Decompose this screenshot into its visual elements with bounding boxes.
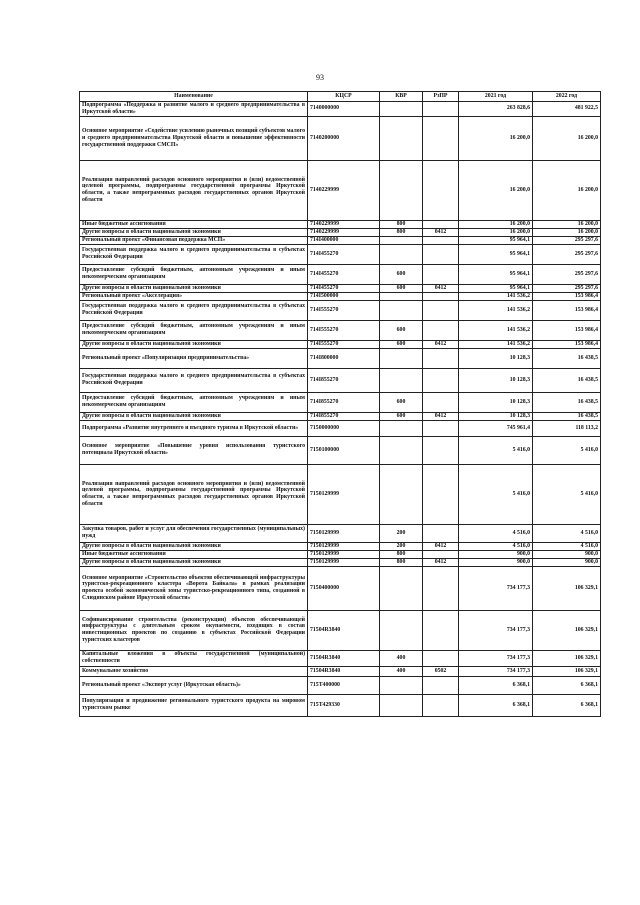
table-row xyxy=(80,320,601,340)
table-row xyxy=(80,284,601,292)
row-2022-cell: 295 297,6 xyxy=(533,284,601,292)
row-rzpr-cell xyxy=(423,610,459,650)
table-row xyxy=(80,542,601,550)
table-row xyxy=(80,558,601,566)
row-2022-cell: 481 922,5 xyxy=(533,102,601,117)
row-2021-cell: 4 516,0 xyxy=(459,524,533,542)
row-name-cell: Другие вопросы в области национальной экономики xyxy=(80,558,308,566)
table-row xyxy=(80,436,601,464)
row-kvr-cell xyxy=(380,676,423,694)
row-kvr-cell xyxy=(380,292,423,300)
row-kcsr-cell: 7140229999 xyxy=(308,160,380,220)
row-2022-cell: 153 986,4 xyxy=(533,340,601,348)
table-row xyxy=(80,420,601,436)
row-kcsr-cell: 714I455270 xyxy=(308,284,380,292)
row-name-cell: Другие вопросы в области национальной экономики xyxy=(80,412,308,420)
row-2022-cell: 295 297,6 xyxy=(533,236,601,244)
row-name-cell: Предоставление субсидий бюджетным, автономным учреждениям и иным некоммерческим организациям xyxy=(80,320,308,340)
row-kcsr-cell: 714I855270 xyxy=(308,392,380,412)
row-2022-cell: 153 986,4 xyxy=(533,292,601,300)
row-2021-cell: 734 177,3 xyxy=(459,566,533,610)
row-2022-cell: 16 200,0 xyxy=(533,160,601,220)
table-row xyxy=(80,220,601,228)
row-2021-cell: 16 200,0 xyxy=(459,228,533,236)
row-2021-cell: 95 964,1 xyxy=(459,244,533,264)
table-row xyxy=(80,264,601,284)
table-row xyxy=(80,340,601,348)
row-2021-cell: 95 964,1 xyxy=(459,236,533,244)
row-name-cell: Региональный проект «Экспорт услуг (Иркутская область)» xyxy=(80,676,308,694)
row-rzpr-cell xyxy=(423,676,459,694)
row-kvr-cell xyxy=(380,160,423,220)
table-row xyxy=(80,228,601,236)
row-kvr-cell xyxy=(380,610,423,650)
row-kcsr-cell: 714I455270 xyxy=(308,264,380,284)
row-2021-cell: 734 177,3 xyxy=(459,650,533,666)
row-2021-cell: 4 516,0 xyxy=(459,542,533,550)
row-kcsr-cell: 714I555270 xyxy=(308,300,380,320)
table-row xyxy=(80,300,601,320)
row-2022-cell: 106 329,1 xyxy=(533,650,601,666)
row-rzpr-cell xyxy=(423,220,459,228)
row-kcsr-cell: 715T400000 xyxy=(308,676,380,694)
row-name-cell: Коммунальное хозяйство xyxy=(80,666,308,676)
row-rzpr-cell: 0412 xyxy=(423,284,459,292)
row-2021-cell: 16 200,0 xyxy=(459,116,533,160)
row-name-cell: Реализация направлений расходов основного мероприятия и (или) ведомственной целевой программы, подпрограммы государственной программы Иркутской области, а также непрограммных расходов государственных органов Иркутской области xyxy=(80,464,308,524)
row-rzpr-cell xyxy=(423,392,459,412)
budget-table-body xyxy=(80,102,601,717)
row-2022-cell: 118 113,2 xyxy=(533,420,601,436)
row-rzpr-cell xyxy=(423,650,459,666)
row-2021-cell: 95 964,1 xyxy=(459,264,533,284)
row-name-cell: Закупка товаров, работ и услуг для обеспечения государственных (муниципальных) нужд xyxy=(80,524,308,542)
row-kcsr-cell: 7150129999 xyxy=(308,558,380,566)
row-2021-cell: 745 961,4 xyxy=(459,420,533,436)
row-kvr-cell: 600 xyxy=(380,412,423,420)
row-2021-cell: 6 368,1 xyxy=(459,694,533,716)
row-2021-cell: 263 828,6 xyxy=(459,102,533,117)
row-rzpr-cell xyxy=(423,160,459,220)
row-rzpr-cell xyxy=(423,102,459,117)
row-rzpr-cell xyxy=(423,566,459,610)
header-kcsr: КЦСР xyxy=(308,92,380,102)
row-kcsr-cell: 714I555270 xyxy=(308,340,380,348)
row-kcsr-cell: 714I855270 xyxy=(308,368,380,392)
table-row xyxy=(80,524,601,542)
row-name-cell: Предоставление субсидий бюджетным, автономным учреждениям и иным некоммерческим организациям xyxy=(80,392,308,412)
row-kvr-cell xyxy=(380,566,423,610)
row-2022-cell: 16 438,5 xyxy=(533,412,601,420)
row-rzpr-cell xyxy=(423,320,459,340)
row-kcsr-cell: 7150129999 xyxy=(308,550,380,558)
row-2021-cell: 900,0 xyxy=(459,558,533,566)
row-2022-cell: 106 329,1 xyxy=(533,610,601,650)
row-name-cell: Государственная поддержка малого и среднего предпринимательства в субъектах Российской Федерации xyxy=(80,300,308,320)
table-row xyxy=(80,116,601,160)
row-kcsr-cell: 71504R3840 xyxy=(308,610,380,650)
row-2022-cell: 16 438,5 xyxy=(533,368,601,392)
row-name-cell: Подпрограмма «Поддержка и развитие малого и среднего предпринимательства в Иркутской области» xyxy=(80,102,308,117)
row-2022-cell: 295 297,6 xyxy=(533,244,601,264)
row-kvr-cell: 600 xyxy=(380,320,423,340)
row-kvr-cell: 400 xyxy=(380,666,423,676)
table-row xyxy=(80,666,601,676)
row-name-cell: Подпрограмма «Развитие внутреннего и въездного туризма в Иркутской области» xyxy=(80,420,308,436)
row-2022-cell: 16 200,0 xyxy=(533,116,601,160)
row-name-cell: Государственная поддержка малого и среднего предпринимательства в субъектах Российской Федерации xyxy=(80,244,308,264)
table-row xyxy=(80,160,601,220)
row-2021-cell: 16 200,0 xyxy=(459,220,533,228)
row-kvr-cell: 200 xyxy=(380,542,423,550)
row-kcsr-cell: 7150129999 xyxy=(308,524,380,542)
row-name-cell: Иные бюджетные ассигнования xyxy=(80,220,308,228)
row-kvr-cell xyxy=(380,244,423,264)
row-kvr-cell: 800 xyxy=(380,220,423,228)
row-kcsr-cell: 714I855270 xyxy=(308,412,380,420)
header-2021: 2021 год xyxy=(459,92,533,102)
row-kcsr-cell: 7140000000 xyxy=(308,102,380,117)
row-2021-cell: 734 177,3 xyxy=(459,610,533,650)
table-row xyxy=(80,102,601,117)
row-2021-cell: 141 536,2 xyxy=(459,300,533,320)
row-kvr-cell: 800 xyxy=(380,228,423,236)
row-2021-cell: 16 200,0 xyxy=(459,160,533,220)
row-2022-cell: 153 986,4 xyxy=(533,300,601,320)
row-rzpr-cell: 0412 xyxy=(423,228,459,236)
table-row xyxy=(80,412,601,420)
row-2021-cell: 5 416,0 xyxy=(459,464,533,524)
row-rzpr-cell xyxy=(423,524,459,542)
row-rzpr-cell xyxy=(423,694,459,716)
row-name-cell: Основное мероприятие «Содействие усилению рыночных позиций субъектов малого и среднего предпринимательства Иркутской области и повышение эффективности государственной поддержки СМСП» xyxy=(80,116,308,160)
row-2022-cell: 5 416,0 xyxy=(533,464,601,524)
row-kcsr-cell: 71504R3840 xyxy=(308,650,380,666)
row-kcsr-cell: 7150129999 xyxy=(308,464,380,524)
row-name-cell: Региональный проект «Финансовая поддержка МСП» xyxy=(80,236,308,244)
row-2021-cell: 10 128,3 xyxy=(459,412,533,420)
row-name-cell: Реализация направлений расходов основного мероприятия и (или) ведомственной целевой программы, подпрограммы государственной программы Иркутской области, а также непрограммных расходов государственных органов Иркутской области xyxy=(80,160,308,220)
row-2021-cell: 10 128,3 xyxy=(459,392,533,412)
row-kvr-cell: 600 xyxy=(380,340,423,348)
row-2022-cell: 4 516,0 xyxy=(533,524,601,542)
table-row xyxy=(80,348,601,368)
row-2022-cell: 16 200,0 xyxy=(533,220,601,228)
row-kvr-cell: 800 xyxy=(380,558,423,566)
row-kvr-cell: 600 xyxy=(380,264,423,284)
row-rzpr-cell: 0412 xyxy=(423,412,459,420)
row-2022-cell: 106 329,1 xyxy=(533,566,601,610)
row-kvr-cell xyxy=(380,116,423,160)
row-rzpr-cell xyxy=(423,368,459,392)
row-2021-cell: 5 416,0 xyxy=(459,436,533,464)
row-kcsr-cell: 7140200000 xyxy=(308,116,380,160)
row-kcsr-cell: 714I500000 xyxy=(308,292,380,300)
row-rzpr-cell xyxy=(423,550,459,558)
row-kvr-cell xyxy=(380,368,423,392)
row-rzpr-cell xyxy=(423,236,459,244)
table-row xyxy=(80,610,601,650)
table-row xyxy=(80,676,601,694)
row-kcsr-cell: 71504R3840 xyxy=(308,666,380,676)
row-kcsr-cell: 7150000000 xyxy=(308,420,380,436)
table-row xyxy=(80,566,601,610)
row-2022-cell: 4 516,0 xyxy=(533,542,601,550)
row-name-cell: Основное мероприятие «Повышение уровня использования туристского потенциала Иркутской области» xyxy=(80,436,308,464)
header-2022: 2022 год xyxy=(533,92,601,102)
row-2022-cell: 106 329,1 xyxy=(533,666,601,676)
row-rzpr-cell xyxy=(423,464,459,524)
row-kvr-cell: 800 xyxy=(380,550,423,558)
table-row xyxy=(80,368,601,392)
row-2021-cell: 141 536,2 xyxy=(459,320,533,340)
row-rzpr-cell xyxy=(423,292,459,300)
row-rzpr-cell xyxy=(423,116,459,160)
header-kvr: КВР xyxy=(380,92,423,102)
row-2021-cell: 141 536,2 xyxy=(459,292,533,300)
row-kvr-cell xyxy=(380,464,423,524)
row-rzpr-cell xyxy=(423,264,459,284)
row-rzpr-cell xyxy=(423,300,459,320)
row-kvr-cell: 600 xyxy=(380,284,423,292)
row-name-cell: Капитальные вложения в объекты государственной (муниципальной) собственности xyxy=(80,650,308,666)
row-kcsr-cell: 7150400000 xyxy=(308,566,380,610)
row-kcsr-cell: 7140229999 xyxy=(308,228,380,236)
row-name-cell: Популяризация и продвижение регионального туристского продукта на мировом туристском рынке xyxy=(80,694,308,716)
row-2022-cell: 16 438,5 xyxy=(533,392,601,412)
row-rzpr-cell xyxy=(423,420,459,436)
row-2022-cell: 16 200,0 xyxy=(533,228,601,236)
row-2022-cell: 6 368,1 xyxy=(533,694,601,716)
row-kvr-cell: 600 xyxy=(380,392,423,412)
row-name-cell: Софинансирование строительства (реконструкции) объектов обеспечивающей инфраструктуры с длительным сроком окупаемости, входящих в состав инвестиционных проектов по созданию в субъектах Российской Федерации туристских кластеров xyxy=(80,610,308,650)
row-2021-cell: 900,0 xyxy=(459,550,533,558)
row-kcsr-cell: 7150100000 xyxy=(308,436,380,464)
row-kvr-cell xyxy=(380,236,423,244)
row-2022-cell: 16 438,5 xyxy=(533,348,601,368)
row-2021-cell: 95 964,1 xyxy=(459,284,533,292)
row-rzpr-cell: 0412 xyxy=(423,340,459,348)
table-row xyxy=(80,464,601,524)
row-2022-cell: 5 416,0 xyxy=(533,436,601,464)
row-2021-cell: 141 536,2 xyxy=(459,340,533,348)
row-rzpr-cell: 0502 xyxy=(423,666,459,676)
table-row xyxy=(80,244,601,264)
row-kvr-cell: 400 xyxy=(380,650,423,666)
header-rzpr: РзПР xyxy=(423,92,459,102)
row-kcsr-cell: 714I400000 xyxy=(308,236,380,244)
row-name-cell: Другие вопросы в области национальной экономики xyxy=(80,228,308,236)
row-kvr-cell xyxy=(380,436,423,464)
row-kcsr-cell: 714I800000 xyxy=(308,348,380,368)
row-kvr-cell xyxy=(380,300,423,320)
row-kcsr-cell: 714I455270 xyxy=(308,244,380,264)
page-number: 93 xyxy=(316,73,324,82)
row-kcsr-cell: 714I555270 xyxy=(308,320,380,340)
row-name-cell: Основное мероприятие «Строительство объектов обеспечивающей инфраструктуры туристско-рекреационного кластера «Ворота Байкала» в рамках реализации проекта особой экономической зоны туристско-рекреационного типа, созданной в Слюдянском районе Иркутской области» xyxy=(80,566,308,610)
row-rzpr-cell xyxy=(423,348,459,368)
row-rzpr-cell: 0412 xyxy=(423,558,459,566)
table-row xyxy=(80,236,601,244)
row-name-cell: Другие вопросы в области национальной экономики xyxy=(80,542,308,550)
table-row xyxy=(80,550,601,558)
row-rzpr-cell: 0412 xyxy=(423,542,459,550)
row-kcsr-cell: 715T429330 xyxy=(308,694,380,716)
row-kcsr-cell: 7150129999 xyxy=(308,542,380,550)
row-kvr-cell xyxy=(380,694,423,716)
table-row xyxy=(80,694,601,716)
row-2022-cell: 900,0 xyxy=(533,558,601,566)
row-kvr-cell xyxy=(380,102,423,117)
row-2022-cell: 153 986,4 xyxy=(533,320,601,340)
row-name-cell: Региональный проект «Популяризация предпринимательства» xyxy=(80,348,308,368)
row-2021-cell: 734 177,3 xyxy=(459,666,533,676)
row-rzpr-cell xyxy=(423,244,459,264)
table-row xyxy=(80,392,601,412)
row-name-cell: Предоставление субсидий бюджетным, автономным учреждениям и иным некоммерческим организациям xyxy=(80,264,308,284)
row-2022-cell: 6 368,1 xyxy=(533,676,601,694)
row-kvr-cell: 200 xyxy=(380,524,423,542)
row-rzpr-cell xyxy=(423,436,459,464)
row-name-cell: Другие вопросы в области национальной экономики xyxy=(80,284,308,292)
row-name-cell: Другие вопросы в области национальной экономики xyxy=(80,340,308,348)
row-name-cell: Государственная поддержка малого и среднего предпринимательства в субъектах Российской Федерации xyxy=(80,368,308,392)
row-kcsr-cell: 7140229999 xyxy=(308,220,380,228)
row-2021-cell: 10 128,3 xyxy=(459,368,533,392)
row-kvr-cell xyxy=(380,420,423,436)
table-header-row xyxy=(80,92,601,102)
row-2021-cell: 6 368,1 xyxy=(459,676,533,694)
table-row xyxy=(80,292,601,300)
row-name-cell: Иные бюджетные ассигнования xyxy=(80,550,308,558)
table-row xyxy=(80,650,601,666)
budget-table xyxy=(79,91,601,717)
row-kvr-cell xyxy=(380,348,423,368)
row-2021-cell: 10 128,3 xyxy=(459,348,533,368)
row-name-cell: Региональный проект «Акселерация» xyxy=(80,292,308,300)
header-name: Наименование xyxy=(80,92,308,102)
row-2022-cell: 900,0 xyxy=(533,550,601,558)
row-2022-cell: 295 297,6 xyxy=(533,264,601,284)
